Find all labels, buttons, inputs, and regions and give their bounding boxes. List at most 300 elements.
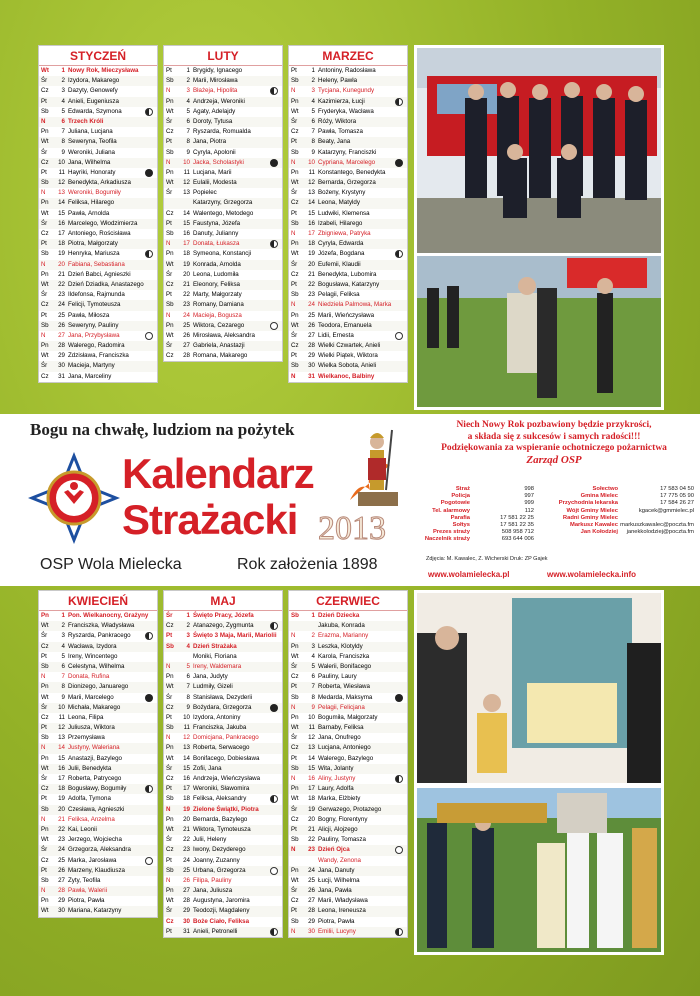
day-row (164, 784, 282, 794)
name-day: Jana, Przybysława (68, 331, 120, 339)
day-number: 21 (183, 280, 190, 288)
day-row (39, 270, 157, 280)
day-row (289, 825, 407, 835)
weekday: N (291, 230, 296, 237)
day-number: 6 (61, 117, 65, 125)
day-number: 23 (183, 301, 190, 309)
name-day: Brygidy, Ignacego (193, 67, 243, 74)
name-day: Jacka, Scholastyki (193, 158, 244, 166)
weekday: Sb (166, 866, 174, 874)
contact-cell: Wójt Gminy Mielec (566, 507, 618, 514)
website-link-info[interactable]: www.wolamielecka.info (547, 570, 637, 579)
day-number: 9 (61, 693, 65, 701)
name-day: Macieja, Bogusza (193, 311, 242, 319)
weekday: Pt (291, 754, 297, 762)
name-day: Julii, Benedykta (68, 764, 112, 772)
day-number: 26 (58, 866, 65, 874)
weekday: Cz (41, 856, 49, 864)
day-row (39, 876, 157, 886)
day-row (39, 198, 157, 208)
day-row (289, 158, 407, 168)
name-day: Anastazji, Bazylego (68, 754, 122, 762)
day-number: 9 (311, 148, 315, 156)
day-number: 31 (58, 372, 65, 380)
name-day: Filipa, Pauliny (193, 876, 232, 884)
day-row (289, 107, 407, 117)
day-number: 5 (61, 652, 65, 660)
day-row (39, 682, 157, 692)
contact-cell: 17 775 05 90 (660, 493, 694, 500)
weekday: Śr (41, 846, 48, 854)
day-row (39, 229, 157, 239)
day-number: 24 (308, 301, 315, 309)
day-row (39, 361, 157, 371)
day-row (39, 886, 157, 896)
day-number: 2 (61, 77, 65, 85)
day-number: 3 (186, 632, 190, 640)
day-number: 23 (58, 836, 65, 844)
day-row (289, 311, 407, 321)
weekday: Wt (41, 836, 49, 844)
weekday: Cz (291, 128, 299, 136)
day-row (289, 794, 407, 804)
day-number: 11 (308, 168, 315, 176)
weekday: Sb (41, 662, 49, 670)
day-row (164, 743, 282, 753)
day-number: 23 (308, 846, 315, 854)
weekday: Wt (41, 907, 49, 915)
weekday: Sb (291, 291, 299, 299)
name-day: Marii, Władysława (318, 897, 368, 905)
weekday: Wt (166, 331, 174, 339)
day-number: 28 (308, 907, 315, 915)
weekday: Sb (291, 764, 299, 772)
day-number: 17 (58, 230, 65, 237)
day-number: 6 (61, 662, 65, 670)
day-number: 13 (183, 189, 190, 197)
day-number: 12 (58, 724, 65, 732)
day-number: 4 (186, 97, 190, 105)
name-day: Pon. Wielkanocny, Grażyny (68, 612, 149, 619)
day-row (39, 66, 157, 76)
day-row (39, 311, 157, 321)
day-number: 26 (308, 887, 315, 895)
day-row (289, 290, 407, 300)
name-day: Dzień Dziadka, Anastazego (68, 280, 144, 288)
name-day: Piotra, Pawła (68, 897, 105, 905)
day-row (39, 794, 157, 804)
weekday: N (291, 158, 296, 166)
day-number: 28 (58, 887, 65, 895)
month-march (288, 45, 408, 383)
name-day: Róży, Wiktora (318, 117, 357, 125)
name-day: Macieja, Martyny (68, 362, 115, 370)
name-day: Donata, Rufina (68, 673, 110, 681)
weekday: Pn (291, 785, 299, 793)
day-number: 19 (308, 805, 315, 813)
day-number: 30 (58, 907, 65, 915)
contact-row (420, 486, 694, 493)
weekday: N (166, 876, 171, 884)
day-number: 8 (311, 693, 315, 701)
name-day: Augustyna, Jaromira (193, 897, 250, 905)
weekday: Wt (41, 138, 49, 146)
contact-cell: Markusz Kawalec (569, 521, 618, 528)
name-day: Edwarda, Szymona (68, 107, 122, 115)
day-row (289, 733, 407, 743)
day-row (164, 76, 282, 86)
day-number: 18 (58, 240, 65, 248)
name-day: Mariana, Katarzyny (68, 907, 122, 915)
name-day: Felicji, Tymoteusza (68, 301, 121, 309)
moon-phase-icon (270, 322, 278, 330)
name-day: Marii, Wieńczysława (318, 311, 375, 319)
day-number: 29 (183, 907, 190, 915)
contact-cell (618, 515, 694, 522)
day-row (289, 723, 407, 733)
name-day: Cyryla, Apolonii (193, 148, 236, 156)
day-number: 29 (308, 917, 315, 925)
moon-phase-icon (395, 250, 403, 258)
weekday: N (291, 927, 296, 935)
name-day: Antoniego, Rościsława (68, 230, 131, 237)
day-number: 8 (186, 138, 190, 146)
day-number: 25 (308, 876, 315, 884)
weekday: Cz (166, 128, 174, 136)
moon-phase-icon (270, 159, 278, 167)
day-number: 6 (311, 117, 315, 125)
day-number: 4 (61, 642, 65, 650)
weekday: Śr (166, 189, 173, 197)
day-row (39, 723, 157, 733)
weekday: Wt (166, 825, 174, 833)
contact-cell: 508 958 712 (501, 529, 534, 536)
day-row (39, 652, 157, 662)
day-row (164, 927, 282, 937)
day-row (289, 219, 407, 229)
day-row (289, 361, 407, 371)
weekday: Pt (41, 240, 47, 248)
day-row (289, 784, 407, 794)
day-number: 21 (183, 825, 190, 833)
weekday: Pn (291, 311, 299, 319)
osp-emblem (28, 452, 120, 544)
name-day: Walerego, Radomira (68, 342, 125, 350)
name-day: Bożydara, Grzegorza (193, 703, 252, 711)
name-day: Aliny, Justyny (318, 775, 356, 782)
weekday: Pn (41, 342, 49, 350)
moon-phase-icon (270, 795, 278, 803)
name-day: Antoniny, Radosława (318, 67, 376, 74)
name-day: Cyryla, Edwarda (318, 240, 364, 248)
name-day: Wielkanoc, Balbiny (318, 372, 375, 380)
weekday: Cz (166, 352, 174, 360)
day-number: 14 (183, 209, 190, 217)
weekday: Śr (166, 612, 173, 619)
contact-table (420, 486, 694, 544)
name-day: Konstantego, Benedykta (318, 168, 386, 176)
day-number: 22 (58, 280, 65, 288)
day-number: 30 (308, 927, 315, 935)
day-number: 22 (183, 291, 190, 299)
day-number: 12 (58, 179, 65, 187)
name-day: Jana, Juliusza (193, 887, 233, 895)
weekday: Pn (41, 270, 49, 278)
day-number: 2 (311, 77, 315, 85)
name-day: Jana, Marceliny (68, 372, 112, 380)
name-day: Bogusława, Katarzyny (318, 280, 380, 288)
day-row (164, 321, 282, 331)
contact-cell: 998 (524, 486, 534, 492)
day-number: 29 (58, 897, 65, 905)
day-row (289, 886, 407, 896)
day-row (39, 866, 157, 876)
day-row (289, 754, 407, 764)
weekday: Sb (291, 693, 299, 701)
contact-row (420, 493, 694, 500)
day-number: 5 (186, 662, 190, 670)
weekday: Pn (291, 713, 299, 721)
day-row (164, 249, 282, 259)
day-number: 20 (183, 815, 190, 823)
day-number: 19 (183, 260, 190, 268)
name-day: Cypriana, Marcelego (318, 158, 376, 166)
name-day: Wielki Piątek, Wiktora (318, 352, 378, 360)
day-number: 17 (308, 785, 315, 793)
day-row (289, 331, 407, 341)
brand-title-line2: Strażacki (122, 496, 298, 543)
day-number: 14 (183, 754, 190, 762)
day-number: 15 (58, 754, 65, 762)
day-number: 28 (308, 342, 315, 350)
weekday: Pn (41, 754, 49, 762)
day-number: 7 (186, 683, 190, 691)
day-row (39, 280, 157, 290)
name-day: Jerzego, Wojciecha (68, 836, 122, 844)
weekday: Sb (166, 148, 174, 156)
name-day: Ludwiki, Klemensa (318, 209, 370, 217)
day-row (39, 107, 157, 117)
moon-phase-icon (395, 846, 403, 854)
day-row (289, 805, 407, 815)
moon-phase-icon (145, 694, 153, 702)
day-row (164, 168, 282, 178)
day-number: 21 (58, 815, 65, 823)
name-day: Wacława, Izydora (68, 642, 117, 650)
day-row (289, 652, 407, 662)
day-row (289, 713, 407, 723)
name-day: Donata, Łukasza (193, 240, 240, 248)
weekday: Sb (166, 724, 174, 732)
day-number: 1 (311, 612, 315, 619)
contact-row (420, 522, 694, 529)
day-list (39, 611, 157, 917)
name-day: Benedykta, Arkadiusza (68, 179, 131, 187)
day-row (289, 127, 407, 137)
name-day: Lidii, Ernesta (318, 331, 354, 339)
day-number: 25 (183, 321, 190, 329)
name-day: Roberta, Serwacego (193, 744, 250, 752)
name-day: Walerego, Bazylego (318, 754, 374, 762)
name-day: Czesława, Agnieszki (68, 805, 125, 813)
day-number: 2 (61, 622, 65, 630)
day-row (289, 906, 407, 916)
day-number: 28 (183, 897, 190, 905)
weekday: Pt (166, 632, 173, 640)
weekday: N (166, 805, 171, 813)
name-day: Eulalii, Modesta (193, 179, 237, 187)
contact-cell: 999 (524, 500, 534, 507)
moon-phase-icon (145, 250, 153, 258)
name-day: Izabeli, Hilarego (318, 219, 363, 227)
name-day: Jana, Danuty (318, 866, 355, 874)
day-number: 6 (186, 673, 190, 681)
weekday: Pn (41, 612, 49, 619)
weekday: Śr (166, 342, 173, 350)
day-row (164, 896, 282, 906)
day-row (289, 682, 407, 692)
name-day: Beaty, Jana (318, 138, 351, 146)
day-number: 19 (58, 250, 65, 258)
weekday: Cz (291, 199, 299, 207)
contact-cell: Straż (455, 486, 470, 492)
name-day: Franciszka, Jakuba (193, 724, 247, 732)
weekday: Wt (166, 897, 174, 905)
contact-row (420, 508, 694, 515)
day-row (39, 158, 157, 168)
name-day: Pawła, Arnolda (68, 209, 110, 217)
day-row (164, 886, 282, 896)
weekday: Pn (166, 815, 174, 823)
name-day: Seweryny, Pauliny (68, 321, 119, 329)
weekday: Pn (166, 97, 174, 105)
weekday: Pt (291, 683, 297, 691)
weekday: Cz (291, 673, 299, 681)
weekday: Pn (291, 97, 299, 105)
day-row (164, 229, 282, 239)
name-day: Walerii, Bonifacego (318, 662, 372, 670)
website-link-pl[interactable]: www.wolamielecka.pl (428, 570, 510, 579)
day-row (164, 866, 282, 876)
name-day: Emilii, Lucyny (318, 927, 356, 935)
day-number: 12 (183, 734, 190, 742)
name-day: Juliusza, Wiktora (68, 724, 115, 732)
contact-row (420, 536, 694, 543)
weekday: Wt (41, 693, 49, 701)
contact-cell (538, 536, 618, 543)
contact-row (420, 515, 694, 522)
weekday: Sb (41, 876, 49, 884)
name-day: Tycjana, Kunegundy (318, 87, 375, 95)
weekday: Pn (41, 683, 49, 691)
wish-line-2: a składa się z sukcesów i samych radości!!! (467, 431, 641, 442)
day-row (164, 815, 282, 825)
name-day: Dzień Strażaka (193, 642, 237, 650)
moon-phase-icon (145, 332, 153, 340)
weekday: Śr (166, 764, 173, 772)
name-day: Nowy Rok, Mieczysława (68, 67, 139, 74)
weekday: Pt (166, 67, 172, 74)
weekday: Cz (41, 158, 49, 166)
name-day: Bogusławy, Bogumiły (68, 785, 127, 793)
day-row (39, 372, 157, 382)
day-row (164, 662, 282, 672)
day-number: 14 (308, 199, 315, 207)
year-label: 2013 (318, 510, 386, 547)
name-day: Dzień Ojca (318, 846, 350, 854)
brand-title-line1: Kalendarz (122, 450, 314, 497)
day-row (289, 239, 407, 249)
day-number: 25 (58, 311, 65, 319)
name-day: Erazma, Marianny (318, 632, 369, 640)
contact-cell: 112 (524, 507, 534, 514)
name-day: Romana, Makarego (193, 352, 248, 360)
contact-cell: Naczelnik straży (424, 536, 470, 543)
day-number: 15 (183, 764, 190, 772)
day-number: 19 (183, 805, 190, 813)
day-number: 17 (183, 785, 190, 793)
month-february (163, 45, 283, 362)
name-day: Walentego, Metodego (193, 209, 254, 217)
day-row (164, 117, 282, 127)
name-day: Faustyna, Józefa (193, 219, 241, 227)
osp-name: OSP Wola Mielecka (40, 556, 182, 573)
name-day: Wiktora, Cezarego (193, 321, 245, 329)
name-day: Jana, Wilhelma (68, 158, 111, 166)
day-row (164, 127, 282, 137)
day-row (164, 774, 282, 784)
name-day: Wita, Jolanty (318, 764, 354, 772)
day-row (39, 611, 157, 621)
day-number: 5 (311, 662, 315, 670)
name-day: Marcelego, Włodzimierza (68, 219, 138, 227)
day-number: 24 (183, 311, 190, 319)
day-number: 28 (58, 342, 65, 350)
day-row (39, 805, 157, 815)
name-day: Agaty, Adelajdy (193, 107, 236, 115)
name-day: Leona, Matyldy (318, 199, 360, 207)
weekday: Wt (291, 179, 299, 187)
weekday: Cz (41, 785, 49, 793)
name-day: Katarzyny, Franciszki (318, 148, 377, 156)
day-number: 1 (186, 612, 190, 619)
day-row (289, 148, 407, 158)
weekday: N (291, 372, 296, 380)
name-day: Leona, Ludomiła (193, 270, 239, 278)
day-number: 21 (308, 825, 315, 833)
name-day: Domicjana, Pankracego (193, 734, 259, 742)
weekday: N (41, 331, 46, 339)
day-number: 7 (186, 128, 190, 136)
day-row (164, 672, 282, 682)
month-may (163, 590, 283, 938)
day-row (39, 856, 157, 866)
day-number: 31 (183, 927, 190, 935)
weekday: Śr (41, 219, 48, 227)
name-day: Barnaby, Feliksa (318, 724, 364, 732)
day-number: 11 (58, 713, 65, 721)
name-day: Ireny, Waldemara (193, 662, 242, 670)
day-row (289, 66, 407, 76)
day-number: 17 (183, 240, 190, 248)
name-day: Julii, Heleny (193, 836, 227, 844)
day-row (289, 815, 407, 825)
weekday: Sb (291, 362, 299, 370)
day-number: 27 (308, 897, 315, 905)
contact-cell: Jan Kołodziej (580, 529, 618, 536)
weekday: Pt (291, 825, 297, 833)
weekday: Wt (291, 321, 299, 329)
